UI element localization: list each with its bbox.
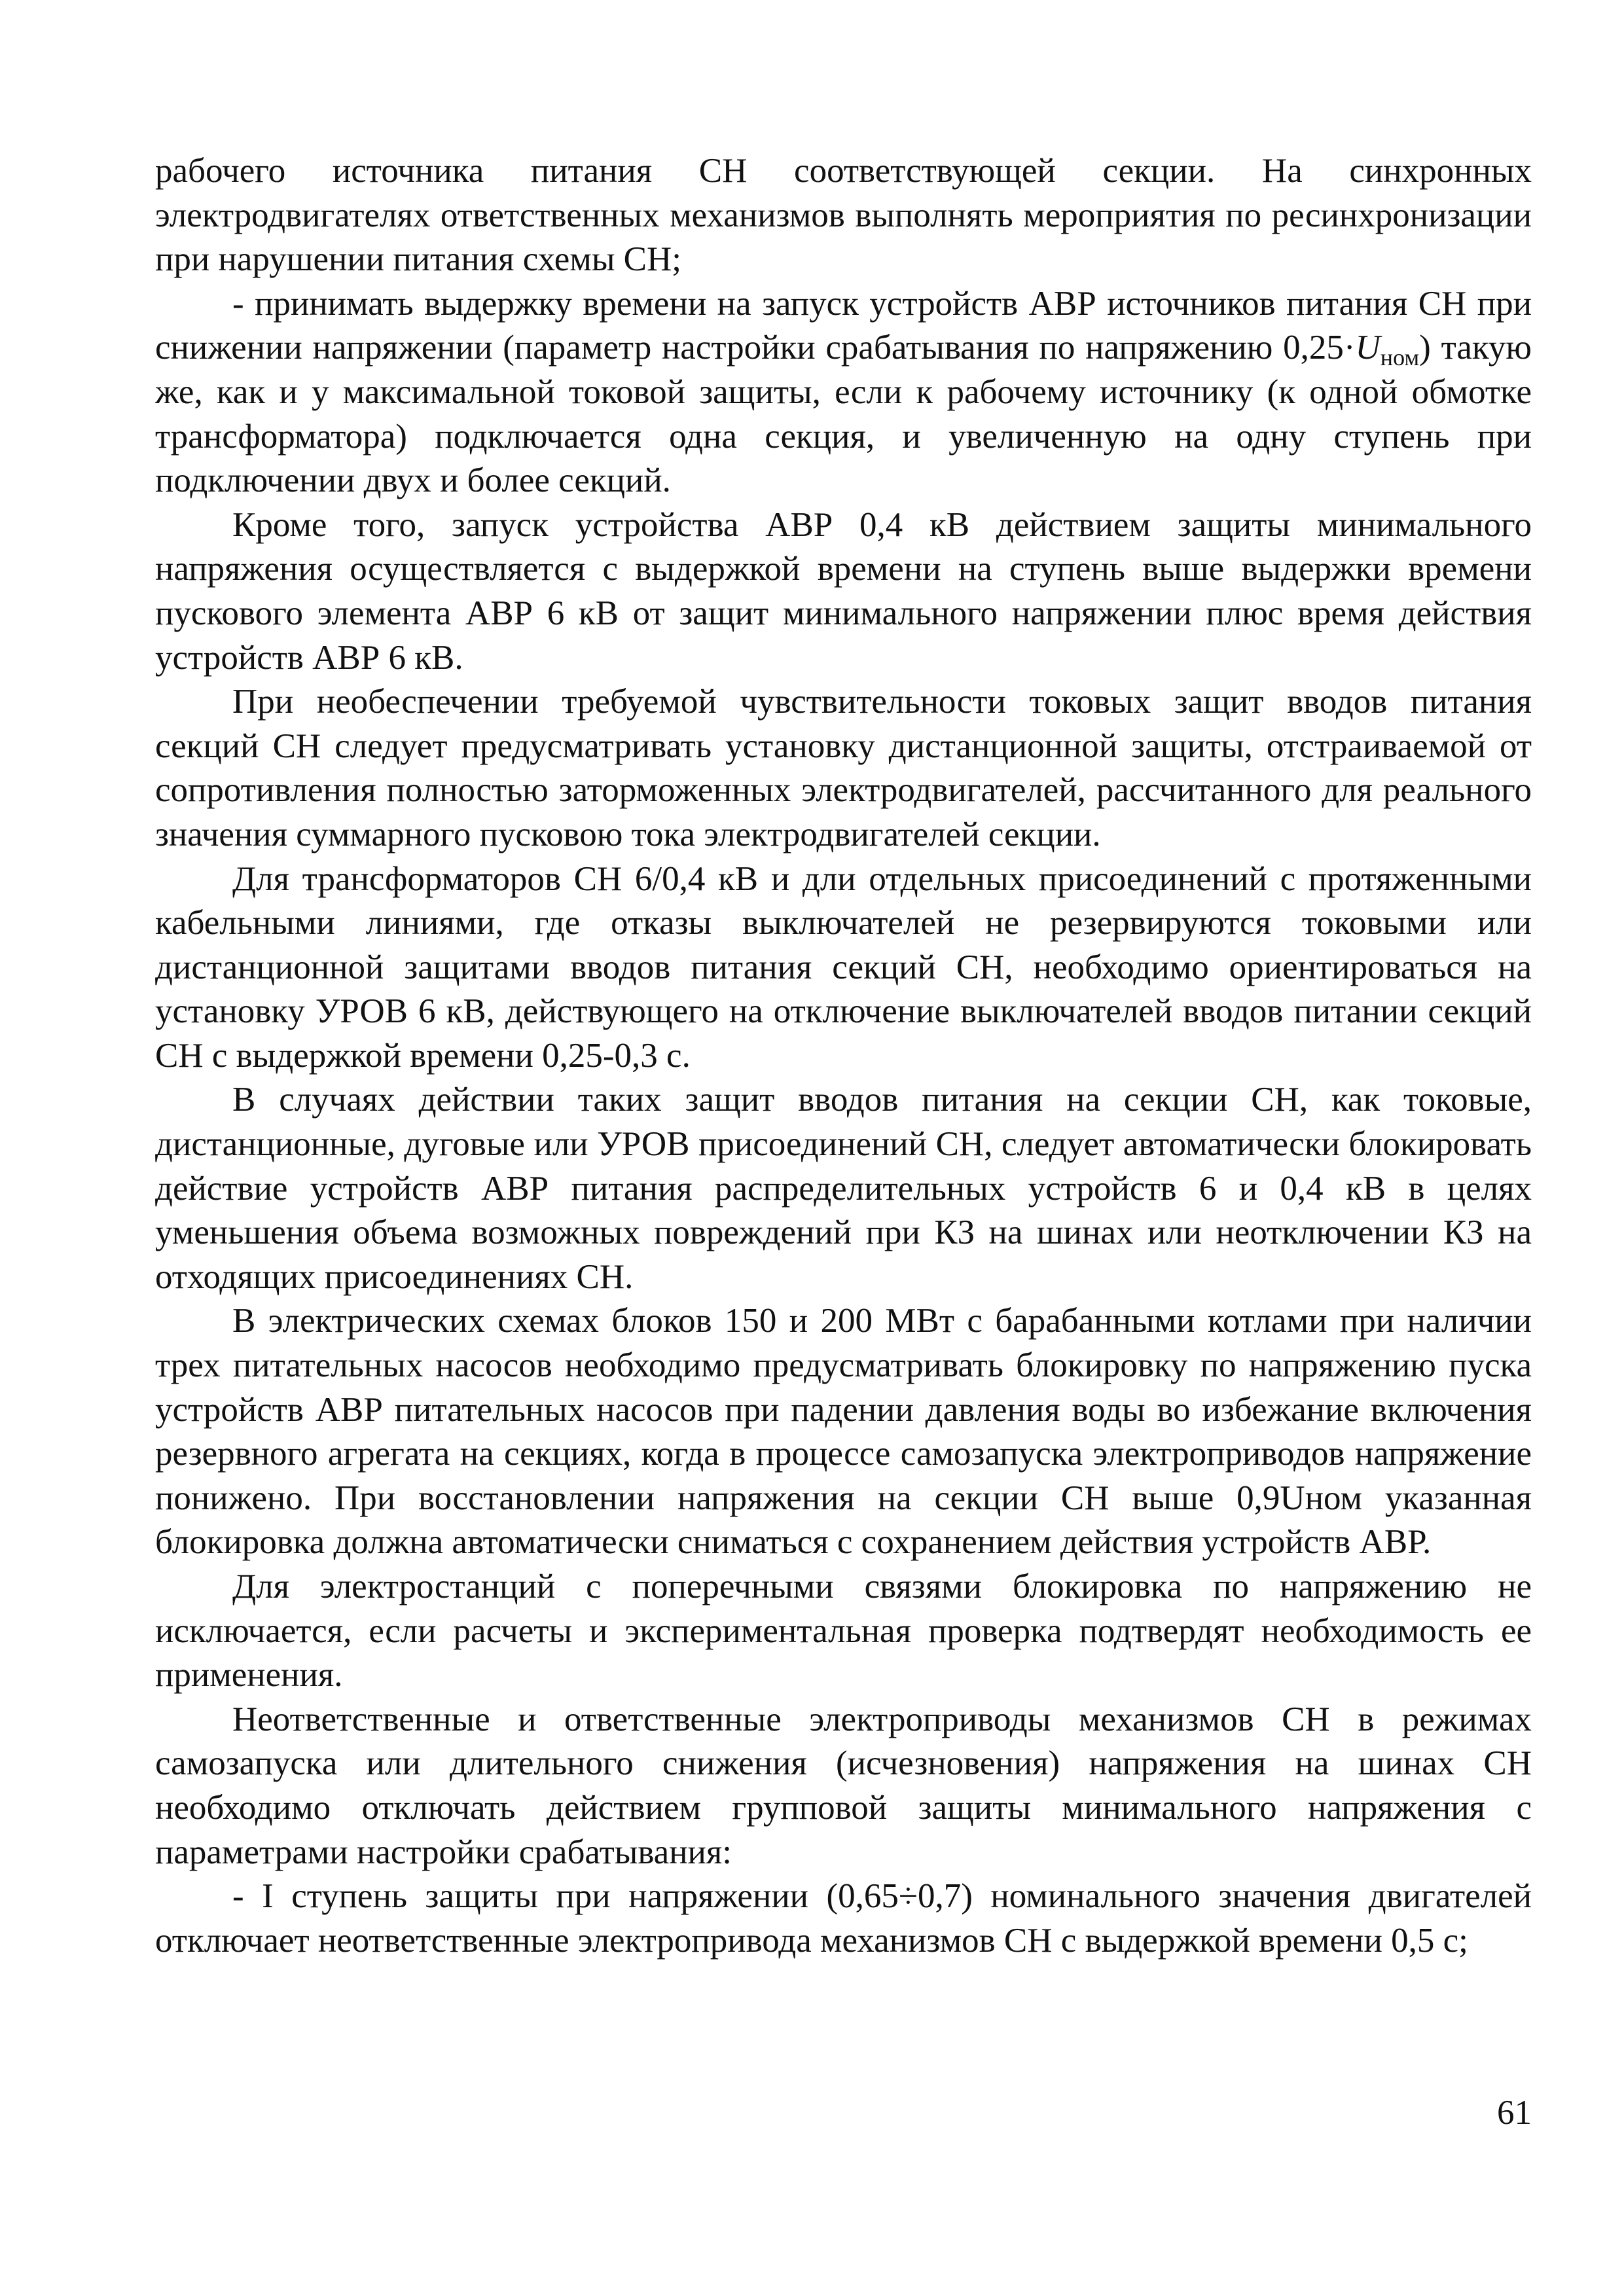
list-item-text-before: - принимать выдержку времени на запуск устройств АВР источников питания СН при снижении напряжении (параметр настройки срабатывания по напряжению 0,25· <box>155 284 1532 367</box>
paragraph: Неответственные и ответственные электроприводы механизмов СН в режимах самозапуска или длительного снижения (исчезновения) напряжения на шинах СН необходимо отключать действием групповой защиты минимального напряжения с параметрами настройки срабатывания: <box>155 1700 1532 1871</box>
page-number: 61 <box>1497 2094 1532 2132</box>
paragraph: Кроме того, запуск устройства АВР 0,4 кВ действием защиты минимального напряжения осуществляется с выдержкой времени на ступень выше выдержки времени пускового элемента АВР 6 кВ от защит минимального напряжении плюс время действия устройств АВР 6 кВ. <box>155 505 1532 677</box>
voltage-subscript: ном <box>1380 344 1420 371</box>
paragraph: Для электростанций с поперечными связями блокировка по напряжению не исключается, если расчеты и экспериментальная проверка подтвердят необходимость ее применения. <box>155 1568 1532 1695</box>
body-text <box>155 149 1532 1963</box>
paragraph: В электрических схемах блоков 150 и 200 МВт с барабанными котлами при наличии трех питательных насосов необходимо предусматривать блокировку по напряжению пуска устройств АВР питательных насосов при падении давления воды во избежание включения резервного агрегата на секциях, когда в процессе самозапуска электроприводов напряжение понижено. При восстановлении напряжения на секции СН выше 0,9Uном указанная блокировка должна автоматически сниматься с сохранением действия устройств АВР. <box>155 1302 1532 1562</box>
voltage-symbol: U <box>1355 329 1380 367</box>
list-item-dash: - I ступень защиты при напряжении (0,65÷0,7) номинального значения двигателей отключает неответственные электропривода механизмов СН с выдержкой времени 0,5 с; <box>155 1877 1532 1960</box>
paragraph: В случаях действии таких защит вводов питания на секции СН, как токовые, дистанционные, дуговые или УРОВ присоединений СН, следует автоматически блокировать действие устройств АВР питания распределительных устройств 6 и 0,4 кВ в целях уменьшения объема возможных повреждений при КЗ на шинах или неотключении КЗ на отходящих присоединениях СН. <box>155 1081 1532 1296</box>
paragraph-continuation: рабочего источника питания СН соответствующей секции. На синхронных электродвигателях ответственных механизмов выполнять мероприятия по ресинхронизации при нарушении питания схемы СН; <box>155 152 1532 279</box>
paragraph: При необеспечении требуемой чувствительности токовых защит вводов питания секций СН следует предусматривать установку дистанционной защиты, отстраиваемой от сопротивления полностью заторможенных электродвигателей, рассчитанного для реального значения суммарного пусковою тока электродвигателей секции. <box>155 683 1532 853</box>
paragraph: Для трансформаторов СН 6/0,4 кВ и дли отдельных присоединений с протяженными кабельными линиями, где отказы выключателей не резервируются токовыми или дистанционной защитами вводов питания секций СН, необходимо ориентироваться на установку УРОВ 6 кВ, действующего на отключение выключателей вводов питании секций СН с выдержкой времени 0,25-0,3 с. <box>155 859 1532 1075</box>
list-item-text-after: ) такую же, как и у максимальной токовой защиты, если к рабочему источнику (к одной обмотке трансформатора) подключается одна секция, и увеличенную на одну ступень при подключении двух и более секций. <box>155 329 1532 500</box>
list-item-dash <box>155 282 1532 503</box>
